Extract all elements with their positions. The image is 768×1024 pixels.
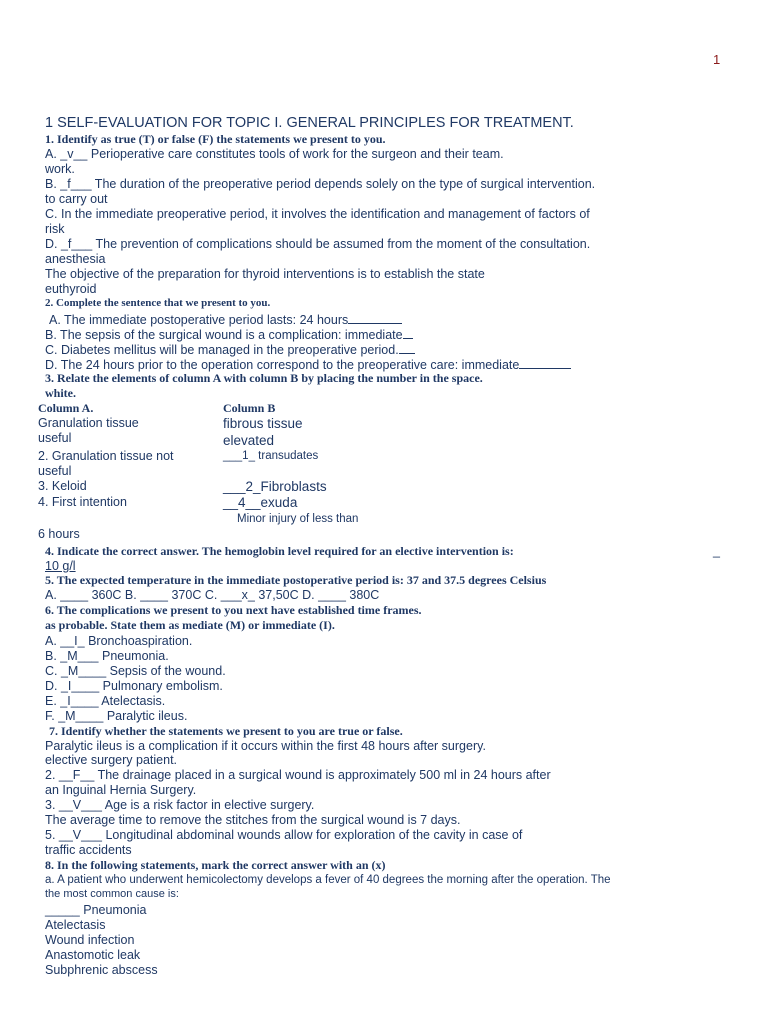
q1-heading: 1. Identify as true (T) or false (F) the statements we present to you. (45, 132, 386, 146)
q8-option: Atelectasis (45, 918, 106, 932)
q3-col-a-item-1: Granulation tissue (38, 416, 139, 430)
q6-item: F. _M____ Paralytic ileus. (45, 709, 188, 723)
q4-heading: 4. Indicate the correct answer. The hemoglobin level required for an elective intervention is: (45, 544, 514, 558)
q3-col-b-item-5: __4__exuda (223, 495, 298, 510)
q6-item: E. _I____ Atelectasis. (45, 694, 166, 708)
q8-option: Wound infection (45, 933, 135, 947)
q3-heading-cont: white. (45, 386, 76, 400)
q1-item-d-cont: anesthesia (45, 252, 106, 266)
q7-line-8: traffic accidents (45, 843, 132, 857)
q8-option: Anastomotic leak (45, 948, 141, 962)
q7-line-2: elective surgery patient. (45, 753, 178, 767)
q1-item-b-cont: to carry out (45, 192, 108, 206)
q2-heading: 2. Complete the sentence that we present to you. (45, 297, 271, 309)
q3-col-b-item-3: ___1_ transudates (223, 450, 319, 462)
q1-item-d: D. _f___ The prevention of complications should be assumed from the moment of the consultation. (45, 237, 591, 251)
q2-item-c-blank (399, 341, 415, 354)
q2-item-c-text: C. Diabetes mellitus will be managed in the preoperative period. (45, 343, 399, 357)
q6-item: C. _M____ Sepsis of the wound. (45, 664, 226, 678)
page-title: 1 SELF-EVALUATION FOR TOPIC I. GENERAL PRINCIPLES FOR TREATMENT. (45, 115, 574, 131)
q8-item-a-cont: the most common cause is: (45, 888, 179, 900)
q3-col-a-item-2-cont: useful (38, 464, 72, 478)
q5-heading: 5. The expected temperature in the immediate postoperative period is: 37 and 37.5 degrees Celsius (45, 573, 547, 587)
q3-column-a-header: Column A. (38, 401, 94, 415)
q7-line-7: 5. __V___ Longitudinal abdominal wounds allow for exploration of the cavity in case of (45, 828, 523, 842)
q7-line-3: 2. __F__ The drainage placed in a surgical wound is approximately 500 ml in 24 hours after (45, 768, 551, 782)
q3-col-b-item-2: elevated (223, 433, 275, 448)
q1-item-c-cont: risk (45, 222, 65, 236)
q6-heading: 6. The complications we present to you next have established time frames. (45, 603, 422, 617)
q1-item-b: B. _f___ The duration of the preoperative period depends solely on the type of surgical intervention. (45, 177, 596, 191)
q3-col-a-item-4: 4. First intention (38, 495, 127, 509)
q2-item-a-blank (348, 311, 402, 324)
q8-option: Subphrenic abscess (45, 963, 158, 977)
q4-dash: _ (713, 544, 720, 558)
q6-heading-cont: as probable. State them as mediate (M) or immediate (I). (45, 618, 335, 632)
q7-line-5: 3. __V___ Age is a risk factor in elective surgery. (45, 798, 315, 812)
q7-line-4: an Inguinal Hernia Surgery. (45, 783, 197, 797)
q7-heading: 7. Identify whether the statements we present to you are true or false. (49, 724, 403, 738)
q6-item: D. _I____ Pulmonary embolism. (45, 679, 223, 693)
q2-item-a-text: A. The immediate postoperative period lasts: 24 hours (49, 313, 349, 327)
q3-col-b-item-1: fibrous tissue (223, 416, 303, 431)
q8-option: _____ Pneumonia (45, 903, 147, 917)
q6-item: A. __I_ Bronchoaspiration. (45, 634, 193, 648)
q3-col-b-item-6: Minor injury of less than (237, 513, 359, 525)
q3-col-a-item-3: 3. Keloid (38, 479, 87, 493)
q1-item-e-cont: euthyroid (45, 282, 97, 296)
q2-item-b-text: B. The sepsis of the surgical wound is a complication: immediate (45, 328, 403, 342)
q1-item-c: C. In the immediate preoperative period, it involves the identification and management of factors of (45, 207, 590, 221)
q3-col-a-item-5: 6 hours (38, 527, 80, 541)
q1-item-e: The objective of the preparation for thyroid interventions is to establish the state (45, 267, 485, 281)
page-number: 1 (713, 52, 721, 67)
q1-item-a: A. _v__ Perioperative care constitutes tools of work for the surgeon and their team. (45, 147, 504, 161)
q3-heading: 3. Relate the elements of column A with column B by placing the number in the space. (45, 371, 483, 385)
q3-col-b-item-4: ___2_Fibroblasts (223, 479, 327, 494)
q1-item-a-cont: work. (45, 162, 75, 176)
q2-item-b-blank (403, 326, 413, 339)
q6-item: B. _M___ Pneumonia. (45, 649, 169, 663)
q8-item-a: a. A patient who underwent hemicolectomy develops a fever of 40 degrees the morning after the operation. The (45, 874, 611, 886)
q8-heading: 8. In the following statements, mark the correct answer with an (x) (45, 858, 386, 872)
q3-column-b-header: Column B (223, 401, 276, 415)
q3-col-a-item-2: 2. Granulation tissue not (38, 449, 174, 463)
q5-options: A. ____ 360C B. ____ 370C C. ___x_ 37,50C D. ____ 380C (45, 588, 380, 602)
q2-item-d-blank (519, 356, 571, 369)
q7-line-1: Paralytic ileus is a complication if it occurs within the first 48 hours after surgery. (45, 739, 486, 753)
q3-col-a-item-1-cont: useful (38, 431, 72, 445)
q7-line-6: The average time to remove the stitches from the surgical wound is 7 days. (45, 813, 461, 827)
q2-item-d-text: D. The 24 hours prior to the operation correspond to the preoperative care: immediate (45, 358, 520, 372)
q4-answer: 10 g/l (45, 559, 76, 573)
